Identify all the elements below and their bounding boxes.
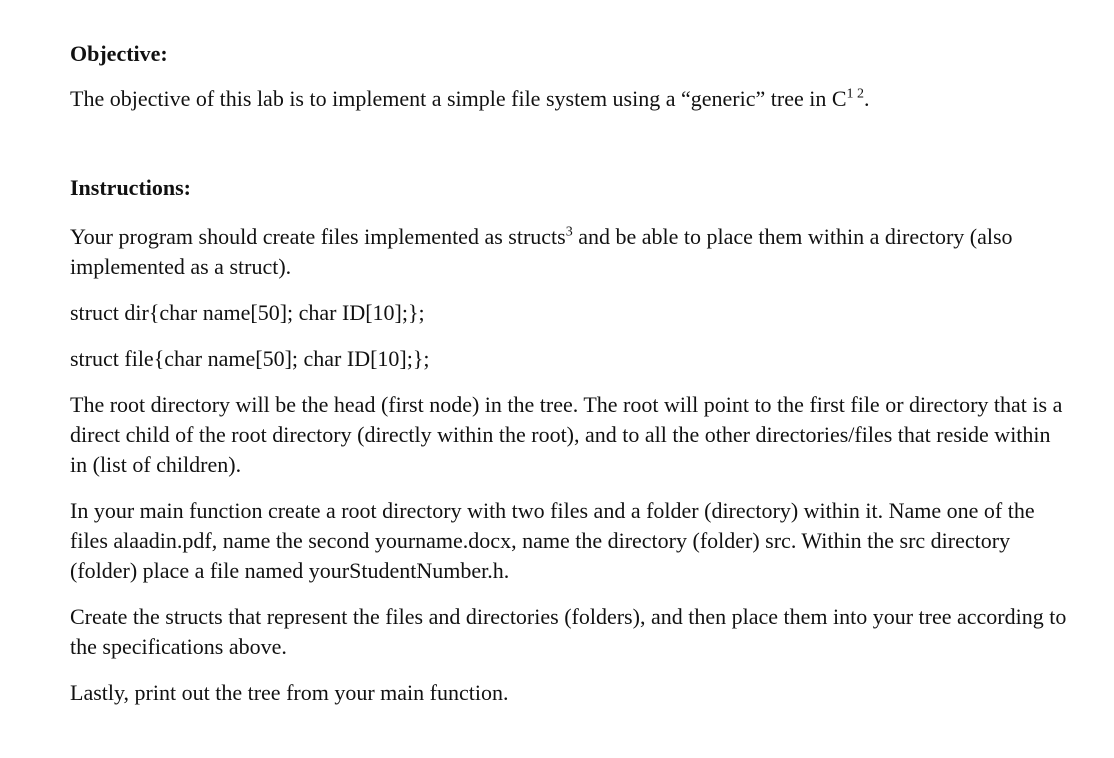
root-directory-paragraph: The root directory will be the head (first node) in the tree. The root will point to the first file or directory that is a direct child of the root directory (directly within the root), and to all the other directories/files that reside within in (list of children). xyxy=(70,392,1063,477)
objective-footnote-refs: 1 2 xyxy=(846,86,865,102)
intro-text-after: and be able to place them within a directory (also implemented as a struct). xyxy=(70,224,1013,279)
struct-file-line: struct file{char name[50]; char ID[10];}; xyxy=(70,346,430,371)
struct-dir-line: struct dir{char name[50]; char ID[10];}; xyxy=(70,300,425,325)
intro-text-before: Your program should create files implemented as structs xyxy=(70,224,566,249)
objective-heading: Objective: xyxy=(70,41,168,66)
document-page xyxy=(70,40,1070,708)
create-structs-paragraph: Create the structs that represent the files and directories (folders), and then place them into your tree according to the specifications above. xyxy=(70,604,1067,659)
objective-paragraph xyxy=(70,84,1070,114)
main-function-paragraph: In your main function create a root directory with two files and a folder (directory) within it. Name one of the files alaadin.pdf, name the second yourname.docx, name the directory (folder) src. Within the src directory (folder) place a file named yourStudentNumber.h. xyxy=(70,498,1035,583)
instructions-intro-paragraph xyxy=(70,222,1070,282)
print-tree-paragraph: Lastly, print out the tree from your main function. xyxy=(70,680,509,705)
instructions-heading: Instructions: xyxy=(70,175,192,200)
objective-text: The objective of this lab is to implement a simple file system using a “generic” tree in C xyxy=(70,86,847,111)
intro-footnote-ref: 3 xyxy=(565,224,573,240)
objective-end: . xyxy=(864,86,870,111)
